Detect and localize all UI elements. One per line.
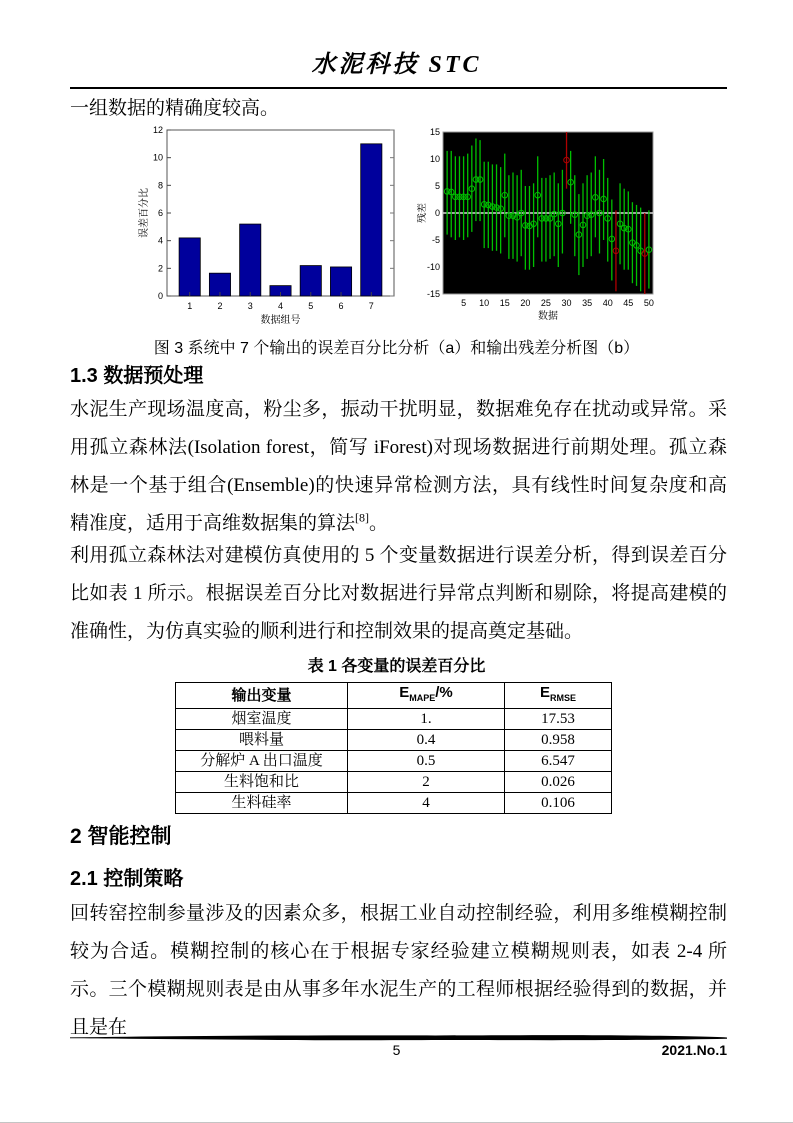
error-table [175,682,612,814]
journal-header-title: 水泥科技 STC [311,52,482,78]
table-header-cell: $E_{RMSE}$ [505,683,612,709]
x-axis-label: 数据 [538,311,558,322]
y-tick-label: 10 [429,154,440,164]
y-tick-label: 6 [157,208,163,218]
x-tick-label: 4 [277,301,284,311]
x-tick-label: 45 [623,298,634,308]
x-tick-label: 25 [540,298,551,308]
y-tick-label: 2 [157,263,163,274]
x-tick-label: 40 [602,298,613,308]
x-tick-label: 6 [338,301,344,311]
figure-caption: 图 3 系统中 7 个输出的误差百分比分析（a）和输出残差分析图（b） [153,340,640,357]
bar [361,144,382,296]
table-row [176,772,612,793]
table-row [176,751,612,772]
table-1-caption: 表 1 各变量的误差百分比 [307,658,486,675]
table-cell: 分解炉 A 出口温度 [176,751,348,772]
x-tick-label: 1 [187,301,193,311]
section-heading-1-3: 1.3 数据预处理 [70,365,204,387]
x-tick-label: 2 [217,301,223,311]
paragraph-1-text: 水泥生产现场温度高，粉尘多，振动干扰明显，数据难免存在扰动或异常。采用孤立森林法(Isolation forest，简写 iForest)对现场数据进行前期处理。孤立森林是一个基于组合(Ensemble)的快速异常检测方法，具有线性时间复杂度和高精准度，适用于高维数据集的算法 [70,399,727,534]
x-tick-label: 10 [479,298,490,308]
table-header-cell: $E_{MAPE}/\%$ [348,683,505,709]
table-cell: 生料饱和比 [176,772,348,793]
table-cell: 生料硅率 [176,793,348,814]
x-tick-label: 35 [582,298,593,308]
x-tick-label: 7 [368,301,374,311]
y-tick-label: 0 [157,291,163,301]
x-tick-label: 30 [561,298,572,308]
paragraph-2: 利用孤立森林法对建模仿真使用的 5 个变量数据进行误差分析，得到误差百分比如表 1 所示。根据误差百分比对数据进行异常点判断和剔除，将提高建模的准确性，为仿真实验的顺利进行和控制效果的提高奠定基础。 [70,545,727,642]
table-cell: 4 [348,793,505,814]
error-table-head [176,683,612,709]
bar [240,224,261,296]
table-cell: 烟室温度 [176,709,348,730]
paragraph-1 [70,391,727,543]
y-tick-label: -10 [426,262,440,272]
table-header-row [176,683,612,709]
table-cell: 6.547 [505,751,612,772]
table-cell: 17.53 [505,709,612,730]
y-axis-label: 残差 [417,203,428,223]
error-table-body [176,709,612,814]
x-axis-label: 数据组号 [260,315,301,326]
page-number: 5 [392,1042,401,1058]
table-header-cell: 输出变量 [176,683,348,709]
paragraph-3: 回转窑控制参量涉及的因素众多，根据工业自动控制经验，利用多维模糊控制较为合适。模糊控制的核心在于根据专家经验建立模糊规则表，如表 2-4 所示。三个模糊规则表是由从事多年水泥生产的工程师根据经验得到的数据，并且是在 [70,903,727,1038]
x-tick-label: 50 [643,298,654,308]
y-tick-label: -15 [426,289,440,299]
y-tick-label: 0 [434,208,440,218]
table-cell: 0.958 [505,730,612,751]
header-rule [70,87,727,89]
table-cell: 0.4 [348,730,505,751]
citation-8: [8] [355,510,370,525]
x-tick-label: 15 [499,298,510,308]
section-heading-2-1: 2.1 控制策略 [70,868,184,890]
x-tick-label: 5 [308,301,314,311]
y-tick-label: 8 [157,180,163,191]
body-text-line: 一组数据的精确度较高。 [70,98,280,119]
bar-chart-svg [137,126,410,326]
figure-3 [0,126,793,326]
section-heading-2: 2 智能控制 [70,825,172,848]
table-cell: 喂料量 [176,730,348,751]
paragraph-1-tail: 。 [369,513,389,534]
table-cell: 1. [348,709,505,730]
y-axis-label: 误差百分比 [139,188,150,238]
table-1-wrap [175,682,612,814]
y-tick-label: 15 [429,127,440,137]
table-cell: 0.026 [505,772,612,793]
bar [330,267,351,296]
y-tick-label: 10 [152,152,163,163]
y-tick-label: 12 [152,126,163,135]
table-cell: 0.5 [348,751,505,772]
residual-chart-svg [417,127,659,327]
table-cell: 0.106 [505,793,612,814]
table-row [176,730,612,751]
x-tick-label: 20 [520,298,531,308]
table-row [176,709,612,730]
table-cell: 2 [348,772,505,793]
issue-label: 2021.No.1 [661,1042,727,1058]
x-tick-label: 5 [461,298,467,308]
y-tick-label: 5 [434,181,440,191]
table-row [176,793,612,814]
bar [300,266,321,296]
y-tick-label: -5 [431,235,440,245]
bar [179,238,200,296]
y-tick-label: 4 [157,235,163,246]
x-tick-label: 3 [247,301,253,311]
